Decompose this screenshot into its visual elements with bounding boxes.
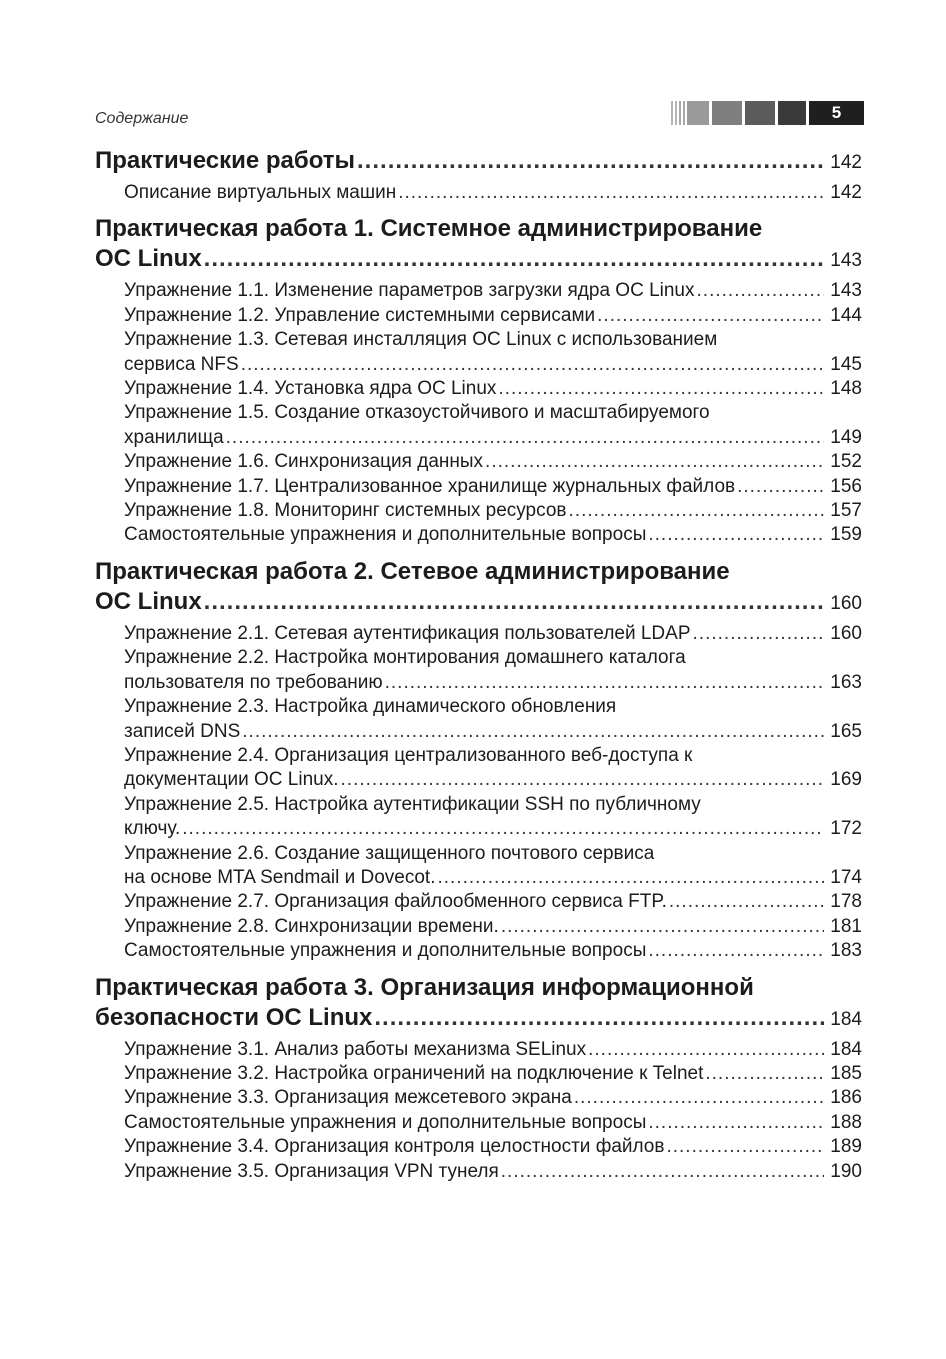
toc-entry[interactable]: [95, 499, 862, 523]
toc-entry[interactable]: [95, 939, 862, 963]
page-ref: 142: [830, 152, 862, 173]
entry-title: Самостоятельные упражнения и дополнительные вопросы: [124, 1111, 647, 1133]
dot-leader: [501, 915, 824, 939]
dot-leader: [374, 1003, 824, 1033]
toc-entry[interactable]: [95, 475, 862, 499]
page-ref: 183: [830, 940, 862, 962]
entry-title: Упражнение 3.2. Настройка ограничений на подключение к Telnet: [124, 1062, 704, 1084]
page-ref: 144: [830, 304, 862, 326]
toc-entry[interactable]: [95, 1062, 862, 1086]
entry-title: Упражнение 1.4. Установка ядра ОС Linux: [124, 378, 497, 400]
section-title-cont: ОС Linux: [95, 245, 202, 273]
entry-title: Самостоятельные упражнения и дополнительные вопросы: [124, 940, 647, 962]
entry-title-cont: записей DNS: [124, 720, 241, 742]
page-ref: 190: [830, 1160, 862, 1182]
page-ref: 185: [830, 1062, 862, 1084]
toc-entry[interactable]: [95, 1111, 862, 1135]
dot-leader: [241, 353, 824, 377]
page-ref: 152: [830, 451, 862, 473]
dot-leader: [648, 1111, 824, 1135]
entry-title-cont: документации ОС Linux.: [124, 769, 339, 791]
toc-entry[interactable]: [95, 279, 862, 303]
dot-leader: [705, 1062, 824, 1086]
dot-leader: [666, 1135, 824, 1159]
toc-entry[interactable]: [95, 1086, 862, 1110]
toc-entry[interactable]: [95, 1135, 862, 1159]
toc-entry[interactable]: [95, 890, 862, 914]
header-stripe: [675, 101, 677, 125]
header-block: [687, 101, 709, 125]
entry-title: Упражнение 2.3. Настройка динамического обновления: [124, 696, 617, 718]
page-ref: 165: [830, 720, 862, 742]
dot-leader: [588, 1038, 824, 1062]
dot-leader: [574, 1086, 824, 1110]
page-ref: 184: [830, 1008, 862, 1030]
section-title: Практическая работа 3. Организация информационной: [95, 973, 754, 1001]
section-title: Практические работы: [95, 147, 356, 174]
toc-entry[interactable]: [95, 695, 862, 744]
entry-title-cont: хранилища: [124, 426, 224, 448]
running-title: Содержание: [95, 110, 189, 127]
toc-entry[interactable]: [95, 793, 862, 842]
entry-title: Упражнение 2.8. Синхронизации времени.: [124, 915, 499, 937]
toc-section-work-2[interactable]: [95, 557, 862, 619]
dot-leader: [357, 146, 824, 176]
entry-title: Упражнение 1.7. Централизованное хранилище журнальных файлов: [124, 475, 736, 497]
page-ref: 160: [830, 592, 862, 614]
section-title: Практическая работа 2. Сетевое администрирование: [95, 557, 730, 585]
page-ref: 178: [830, 891, 862, 913]
page-ref: 148: [830, 378, 862, 400]
entry-title: Упражнение 1.8. Мониторинг системных ресурсов: [124, 500, 567, 522]
entry-title: Упражнение 3.4. Организация контроля целостности файлов: [124, 1136, 665, 1158]
entry-title-cont: пользователя по требованию: [124, 671, 383, 693]
page-ref: 181: [830, 915, 862, 937]
dot-leader: [737, 475, 824, 499]
toc-entry[interactable]: [95, 915, 862, 939]
entry-title-cont: ключу.: [124, 818, 181, 840]
page-ref: 184: [830, 1038, 862, 1060]
entry-title: Упражнение 2.6. Создание защищенного почтового сервиса: [124, 842, 655, 864]
page-ref: 156: [830, 475, 862, 497]
dot-leader: [341, 768, 824, 792]
page-ref: 188: [830, 1111, 862, 1133]
dot-leader: [648, 939, 824, 963]
toc-section-practical-works[interactable]: [95, 146, 862, 178]
entry-title: Упражнение 1.6. Синхронизация данных: [124, 451, 484, 473]
dot-leader: [437, 866, 824, 890]
page-header-bar: [671, 101, 864, 125]
dot-leader: [226, 426, 824, 450]
toc-section-work-1[interactable]: [95, 214, 862, 276]
page-ref: 189: [830, 1136, 862, 1158]
dot-leader: [693, 622, 824, 646]
toc-entry[interactable]: [95, 181, 862, 205]
page-ref: 145: [830, 353, 862, 375]
header-stripe: [683, 101, 685, 125]
page-ref: 169: [830, 769, 862, 791]
dot-leader: [648, 523, 824, 547]
dot-leader: [182, 817, 824, 841]
toc-entry[interactable]: [95, 304, 862, 328]
entry-title: Упражнение 1.3. Сетевая инсталляция ОС Linux с использованием: [124, 329, 718, 351]
header-block: [712, 101, 742, 125]
dot-leader: [697, 279, 824, 303]
dot-leader: [669, 890, 824, 914]
entry-title: Описание виртуальных машин: [124, 182, 397, 203]
page-ref: 157: [830, 500, 862, 522]
page-ref: 142: [830, 182, 862, 203]
header-block: [745, 101, 775, 125]
dot-leader: [597, 304, 824, 328]
entry-title-cont: сервиса NFS: [124, 353, 239, 375]
section-title: Практическая работа 1. Системное администрирование: [95, 215, 763, 243]
entry-title: Упражнение 2.5. Настройка аутентификации SSH по публичному: [124, 793, 701, 815]
dot-leader: [242, 720, 824, 744]
page-ref: 149: [830, 426, 862, 448]
entry-title: Упражнение 1.1. Изменение параметров загрузки ядра ОС Linux: [124, 280, 695, 302]
page-ref: 143: [830, 280, 862, 302]
section-title-cont: ОС Linux: [95, 587, 202, 615]
entry-title: Упражнение 2.7. Организация файлообменного сервиса FTP.: [124, 891, 667, 913]
toc-entry[interactable]: [95, 401, 862, 450]
toc-section-work-3[interactable]: [95, 973, 862, 1035]
entry-title: Самостоятельные упражнения и дополнительные вопросы: [124, 524, 647, 546]
section-title-cont: безопасности ОС Linux: [95, 1003, 373, 1031]
entry-title: Упражнение 3.5. Организация VPN тунеля: [124, 1160, 499, 1182]
page-ref: 186: [830, 1087, 862, 1109]
page-ref: 163: [830, 671, 862, 693]
toc-entry[interactable]: [95, 1038, 862, 1062]
toc-entry[interactable]: [95, 328, 862, 377]
dot-leader: [485, 450, 824, 474]
entry-title: Упражнение 2.4. Организация централизованного веб-доступа к: [124, 744, 693, 766]
page-ref: 159: [830, 524, 862, 546]
dot-leader: [204, 244, 824, 274]
entry-title-cont: на основе MTA Sendmail и Dovecot.: [124, 866, 436, 888]
toc-entry[interactable]: [95, 377, 862, 401]
entry-title: Упражнение 2.1. Сетевая аутентификация пользователей LDAP: [124, 622, 691, 644]
toc-entry[interactable]: [95, 842, 862, 891]
toc-entry[interactable]: [95, 622, 862, 646]
dot-leader: [501, 1160, 824, 1184]
entry-title: Упражнение 1.5. Создание отказоустойчивого и масштабируемого: [124, 402, 710, 424]
dot-leader: [385, 671, 824, 695]
toc-entry[interactable]: [95, 450, 862, 474]
entry-title: Упражнение 2.2. Настройка монтирования домашнего каталога: [124, 647, 686, 669]
dot-leader: [569, 499, 824, 523]
header-block: [778, 101, 806, 125]
page-ref: 172: [830, 818, 862, 840]
entry-title: Упражнение 1.2. Управление системными сервисами: [124, 304, 596, 326]
dot-leader: [498, 377, 824, 401]
toc-entry[interactable]: [95, 646, 862, 695]
page-ref: 160: [830, 622, 862, 644]
page-ref: 174: [830, 866, 862, 888]
page-ref: 143: [830, 250, 862, 272]
table-of-contents: [95, 146, 862, 1184]
header-stripe: [679, 101, 681, 125]
page-number: 5: [809, 101, 864, 125]
header-stripe: [671, 101, 673, 125]
entry-title: Упражнение 3.3. Организация межсетевого экрана: [124, 1087, 572, 1109]
dot-leader: [204, 587, 824, 617]
toc-entry[interactable]: [95, 744, 862, 793]
toc-entry[interactable]: [95, 1160, 862, 1184]
toc-entry[interactable]: [95, 523, 862, 547]
dot-leader: [398, 181, 824, 205]
entry-title: Упражнение 3.1. Анализ работы механизма SELinux: [124, 1038, 587, 1060]
